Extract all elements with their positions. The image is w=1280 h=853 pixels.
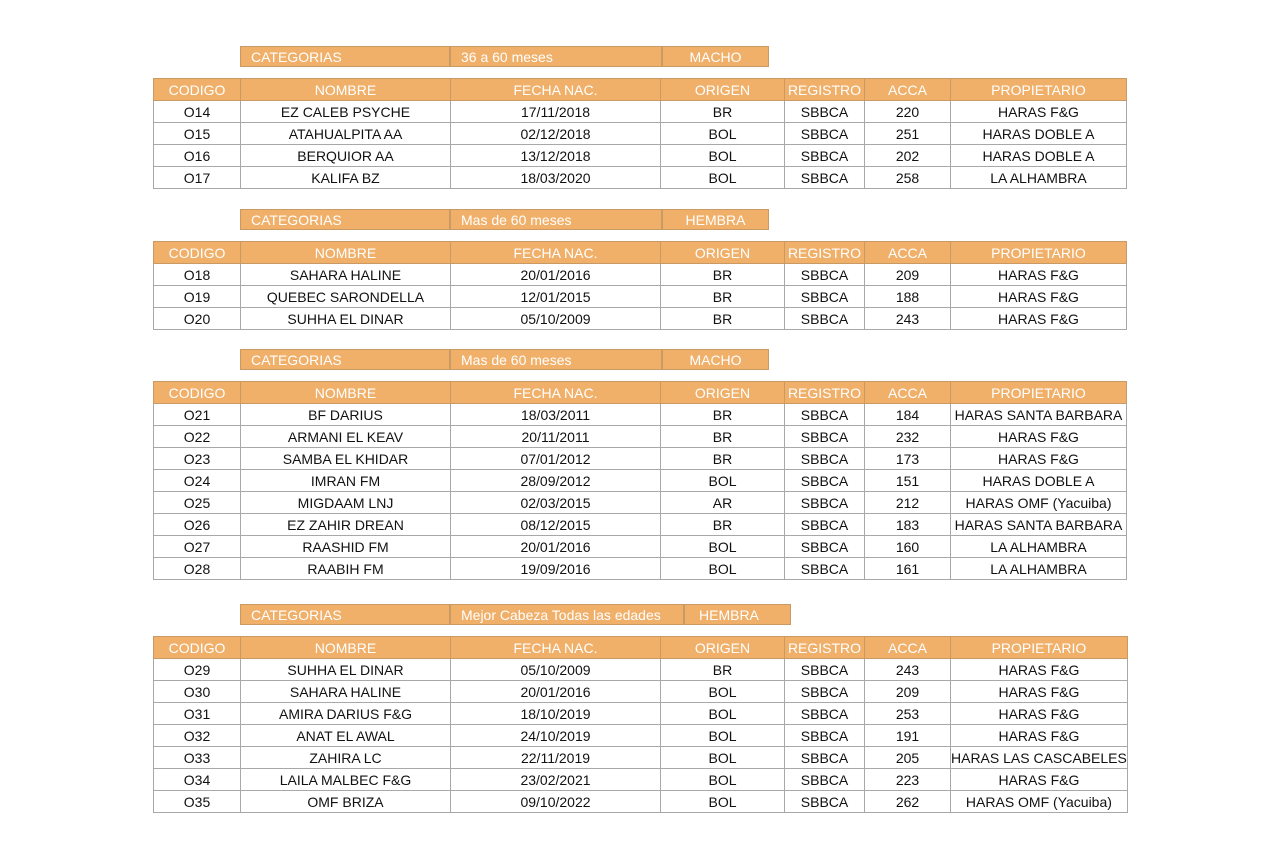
cell-registro: SBBCA [785, 264, 865, 286]
cell-nombre: QUEBEC SARONDELLA [241, 286, 451, 308]
table-row [154, 264, 1127, 286]
table-row [154, 747, 1128, 769]
cell-registro: SBBCA [785, 659, 865, 681]
table-row [154, 514, 1127, 536]
cell-fecha-nac: 20/11/2011 [451, 426, 661, 448]
cell-nombre: OMF BRIZA [241, 791, 451, 813]
cell-origen: BOL [661, 681, 785, 703]
cell-origen: BOL [661, 703, 785, 725]
cell-codigo: O29 [154, 659, 241, 681]
cell-registro: SBBCA [785, 536, 865, 558]
col-fecha-nac: FECHA NAC. [451, 382, 661, 404]
cell-codigo: O18 [154, 264, 241, 286]
cell-propietario: HARAS F&G [951, 101, 1127, 123]
cell-origen: BR [661, 448, 785, 470]
table-row [154, 123, 1127, 145]
col-acca: ACCA [865, 382, 951, 404]
table-header-row [154, 382, 1127, 404]
category-bar [240, 209, 769, 230]
cell-registro: SBBCA [785, 101, 865, 123]
cell-propietario: HARAS DOBLE A [951, 123, 1127, 145]
cell-fecha-nac: 12/01/2015 [451, 286, 661, 308]
cell-codigo: O14 [154, 101, 241, 123]
cell-acca: 151 [865, 470, 951, 492]
cell-propietario: LA ALHAMBRA [951, 558, 1127, 580]
table-row [154, 725, 1128, 747]
cell-fecha-nac: 19/09/2016 [451, 558, 661, 580]
cell-propietario: HARAS F&G [951, 308, 1127, 330]
cell-nombre: SAHARA HALINE [241, 681, 451, 703]
cell-nombre: SUHHA EL DINAR [241, 308, 451, 330]
category-gender: MACHO [662, 349, 769, 370]
cell-acca: 209 [865, 264, 951, 286]
cell-acca: 223 [865, 769, 951, 791]
cell-acca: 251 [865, 123, 951, 145]
cell-fecha-nac: 18/10/2019 [451, 703, 661, 725]
cell-registro: SBBCA [785, 426, 865, 448]
cell-nombre: ANAT EL AWAL [241, 725, 451, 747]
table-header-row [154, 242, 1127, 264]
table-row [154, 448, 1127, 470]
cell-nombre: MIGDAAM LNJ [241, 492, 451, 514]
cell-nombre: ATAHUALPITA AA [241, 123, 451, 145]
cell-propietario: LA ALHAMBRA [951, 536, 1127, 558]
col-acca: ACCA [865, 79, 951, 101]
col-registro: REGISTRO [785, 382, 865, 404]
cell-origen: BR [661, 308, 785, 330]
col-codigo: CODIGO [154, 242, 241, 264]
cell-propietario: HARAS F&G [951, 681, 1128, 703]
cell-acca: 191 [865, 725, 951, 747]
cell-codigo: O35 [154, 791, 241, 813]
cell-codigo: O23 [154, 448, 241, 470]
cell-origen: BR [661, 514, 785, 536]
col-propietario: PROPIETARIO [951, 382, 1127, 404]
cell-codigo: O33 [154, 747, 241, 769]
col-fecha-nac: FECHA NAC. [451, 242, 661, 264]
cell-codigo: O26 [154, 514, 241, 536]
cell-origen: BR [661, 404, 785, 426]
cell-propietario: HARAS DOBLE A [951, 470, 1127, 492]
table-row [154, 703, 1128, 725]
cell-fecha-nac: 20/01/2016 [451, 536, 661, 558]
cell-registro: SBBCA [785, 286, 865, 308]
cell-origen: BOL [661, 470, 785, 492]
cell-acca: 205 [865, 747, 951, 769]
table-row [154, 791, 1128, 813]
category-age: Mas de 60 meses [450, 349, 662, 370]
cell-propietario: HARAS F&G [951, 659, 1128, 681]
cell-origen: AR [661, 492, 785, 514]
cell-propietario: HARAS F&G [951, 286, 1127, 308]
cell-fecha-nac: 18/03/2020 [451, 167, 661, 189]
cell-nombre: EZ ZAHIR DREAN [241, 514, 451, 536]
cell-propietario: HARAS OMF (Yacuiba) [951, 492, 1127, 514]
cell-registro: SBBCA [785, 703, 865, 725]
table-header-row [154, 79, 1127, 101]
category-gender: HEMBRA [684, 604, 791, 625]
col-propietario: PROPIETARIO [951, 242, 1127, 264]
cell-codigo: O20 [154, 308, 241, 330]
category-age: Mejor Cabeza Todas las edades [450, 604, 684, 625]
table-row [154, 426, 1127, 448]
cell-registro: SBBCA [785, 404, 865, 426]
cell-propietario: HARAS OMF (Yacuiba) [951, 791, 1128, 813]
cell-origen: BR [661, 101, 785, 123]
cell-nombre: EZ CALEB PSYCHE [241, 101, 451, 123]
table-row [154, 769, 1128, 791]
table-row [154, 492, 1127, 514]
col-fecha-nac: FECHA NAC. [451, 637, 661, 659]
cell-acca: 160 [865, 536, 951, 558]
cell-codigo: O25 [154, 492, 241, 514]
col-nombre: NOMBRE [241, 79, 451, 101]
table-header-row [154, 637, 1128, 659]
cell-registro: SBBCA [785, 514, 865, 536]
col-fecha-nac: FECHA NAC. [451, 79, 661, 101]
cell-origen: BR [661, 264, 785, 286]
cell-origen: BOL [661, 791, 785, 813]
cell-acca: 243 [865, 308, 951, 330]
cell-registro: SBBCA [785, 725, 865, 747]
cell-registro: SBBCA [785, 123, 865, 145]
cell-fecha-nac: 22/11/2019 [451, 747, 661, 769]
category-label: CATEGORIAS [240, 349, 450, 370]
table-row [154, 101, 1127, 123]
cell-nombre: RAABIH FM [241, 558, 451, 580]
col-acca: ACCA [865, 637, 951, 659]
cell-propietario: HARAS F&G [951, 264, 1127, 286]
cell-origen: BOL [661, 769, 785, 791]
cell-codigo: O31 [154, 703, 241, 725]
cell-acca: 183 [865, 514, 951, 536]
cell-registro: SBBCA [785, 308, 865, 330]
cell-codigo: O22 [154, 426, 241, 448]
col-propietario: PROPIETARIO [951, 79, 1127, 101]
cell-origen: BOL [661, 747, 785, 769]
cell-acca: 258 [865, 167, 951, 189]
cell-codigo: O28 [154, 558, 241, 580]
col-registro: REGISTRO [785, 637, 865, 659]
cell-acca: 212 [865, 492, 951, 514]
cell-codigo: O34 [154, 769, 241, 791]
cell-fecha-nac: 18/03/2011 [451, 404, 661, 426]
cell-propietario: HARAS F&G [951, 703, 1128, 725]
cell-propietario: HARAS LAS CASCABELES [951, 747, 1128, 769]
cell-acca: 209 [865, 681, 951, 703]
category-label: CATEGORIAS [240, 46, 450, 67]
col-codigo: CODIGO [154, 382, 241, 404]
cell-acca: 202 [865, 145, 951, 167]
cell-codigo: O15 [154, 123, 241, 145]
col-origen: ORIGEN [661, 79, 785, 101]
cell-origen: BOL [661, 536, 785, 558]
cell-acca: 188 [865, 286, 951, 308]
cell-acca: 262 [865, 791, 951, 813]
cell-origen: BOL [661, 123, 785, 145]
cell-registro: SBBCA [785, 167, 865, 189]
col-origen: ORIGEN [661, 242, 785, 264]
cell-origen: BR [661, 426, 785, 448]
col-nombre: NOMBRE [241, 637, 451, 659]
cell-fecha-nac: 24/10/2019 [451, 725, 661, 747]
table-row [154, 536, 1127, 558]
cell-nombre: AMIRA DARIUS F&G [241, 703, 451, 725]
cell-acca: 243 [865, 659, 951, 681]
animals-table [153, 636, 1128, 813]
cell-fecha-nac: 05/10/2009 [451, 308, 661, 330]
cell-propietario: HARAS F&G [951, 426, 1127, 448]
col-nombre: NOMBRE [241, 242, 451, 264]
cell-registro: SBBCA [785, 747, 865, 769]
cell-fecha-nac: 23/02/2021 [451, 769, 661, 791]
cell-fecha-nac: 09/10/2022 [451, 791, 661, 813]
category-gender: MACHO [662, 46, 769, 67]
table-row [154, 286, 1127, 308]
category-gender: HEMBRA [662, 209, 769, 230]
category-label: CATEGORIAS [240, 209, 450, 230]
col-origen: ORIGEN [661, 637, 785, 659]
cell-origen: BOL [661, 558, 785, 580]
table-row [154, 308, 1127, 330]
cell-nombre: ZAHIRA LC [241, 747, 451, 769]
cell-fecha-nac: 17/11/2018 [451, 101, 661, 123]
cell-origen: BOL [661, 145, 785, 167]
category-bar [240, 604, 791, 625]
cell-fecha-nac: 02/03/2015 [451, 492, 661, 514]
animals-table [153, 241, 1127, 330]
cell-codigo: O19 [154, 286, 241, 308]
col-registro: REGISTRO [785, 242, 865, 264]
cell-propietario: HARAS SANTA BARBARA [951, 404, 1127, 426]
cell-nombre: SAHARA HALINE [241, 264, 451, 286]
cell-nombre: BERQUIOR AA [241, 145, 451, 167]
table-row [154, 659, 1128, 681]
cell-origen: BOL [661, 725, 785, 747]
cell-registro: SBBCA [785, 681, 865, 703]
cell-registro: SBBCA [785, 558, 865, 580]
cell-acca: 184 [865, 404, 951, 426]
cell-fecha-nac: 13/12/2018 [451, 145, 661, 167]
cell-propietario: HARAS F&G [951, 769, 1128, 791]
cell-fecha-nac: 05/10/2009 [451, 659, 661, 681]
table-row [154, 404, 1127, 426]
category-age: 36 a 60 meses [450, 46, 662, 67]
animals-table [153, 78, 1127, 189]
cell-propietario: HARAS F&G [951, 448, 1127, 470]
cell-nombre: ARMANI EL KEAV [241, 426, 451, 448]
cell-acca: 161 [865, 558, 951, 580]
cell-registro: SBBCA [785, 769, 865, 791]
cell-codigo: O17 [154, 167, 241, 189]
cell-nombre: BF DARIUS [241, 404, 451, 426]
cell-fecha-nac: 28/09/2012 [451, 470, 661, 492]
cell-codigo: O27 [154, 536, 241, 558]
cell-registro: SBBCA [785, 470, 865, 492]
cell-fecha-nac: 20/01/2016 [451, 681, 661, 703]
col-origen: ORIGEN [661, 382, 785, 404]
cell-propietario: HARAS DOBLE A [951, 145, 1127, 167]
cell-fecha-nac: 08/12/2015 [451, 514, 661, 536]
col-acca: ACCA [865, 242, 951, 264]
cell-origen: BOL [661, 167, 785, 189]
category-age: Mas de 60 meses [450, 209, 662, 230]
cell-registro: SBBCA [785, 492, 865, 514]
cell-registro: SBBCA [785, 145, 865, 167]
animals-table [153, 381, 1127, 580]
table-row [154, 558, 1127, 580]
table-row [154, 681, 1128, 703]
cell-propietario: HARAS SANTA BARBARA [951, 514, 1127, 536]
cell-acca: 232 [865, 426, 951, 448]
category-bar [240, 46, 769, 67]
cell-nombre: LAILA MALBEC F&G [241, 769, 451, 791]
cell-propietario: HARAS F&G [951, 725, 1128, 747]
cell-codigo: O32 [154, 725, 241, 747]
cell-codigo: O24 [154, 470, 241, 492]
cell-nombre: SUHHA EL DINAR [241, 659, 451, 681]
category-label: CATEGORIAS [240, 604, 450, 625]
cell-origen: BR [661, 659, 785, 681]
cell-nombre: RAASHID FM [241, 536, 451, 558]
cell-registro: SBBCA [785, 791, 865, 813]
table-row [154, 470, 1127, 492]
cell-origen: BR [661, 286, 785, 308]
cell-acca: 253 [865, 703, 951, 725]
cell-acca: 173 [865, 448, 951, 470]
cell-nombre: SAMBA EL KHIDAR [241, 448, 451, 470]
cell-nombre: IMRAN FM [241, 470, 451, 492]
category-bar [240, 349, 769, 370]
col-registro: REGISTRO [785, 79, 865, 101]
cell-propietario: LA ALHAMBRA [951, 167, 1127, 189]
table-row [154, 167, 1127, 189]
cell-fecha-nac: 02/12/2018 [451, 123, 661, 145]
cell-fecha-nac: 20/01/2016 [451, 264, 661, 286]
cell-registro: SBBCA [785, 448, 865, 470]
col-codigo: CODIGO [154, 637, 241, 659]
cell-nombre: KALIFA BZ [241, 167, 451, 189]
col-codigo: CODIGO [154, 79, 241, 101]
cell-codigo: O21 [154, 404, 241, 426]
cell-fecha-nac: 07/01/2012 [451, 448, 661, 470]
table-row [154, 145, 1127, 167]
cell-codigo: O16 [154, 145, 241, 167]
cell-acca: 220 [865, 101, 951, 123]
cell-codigo: O30 [154, 681, 241, 703]
col-nombre: NOMBRE [241, 382, 451, 404]
col-propietario: PROPIETARIO [951, 637, 1128, 659]
